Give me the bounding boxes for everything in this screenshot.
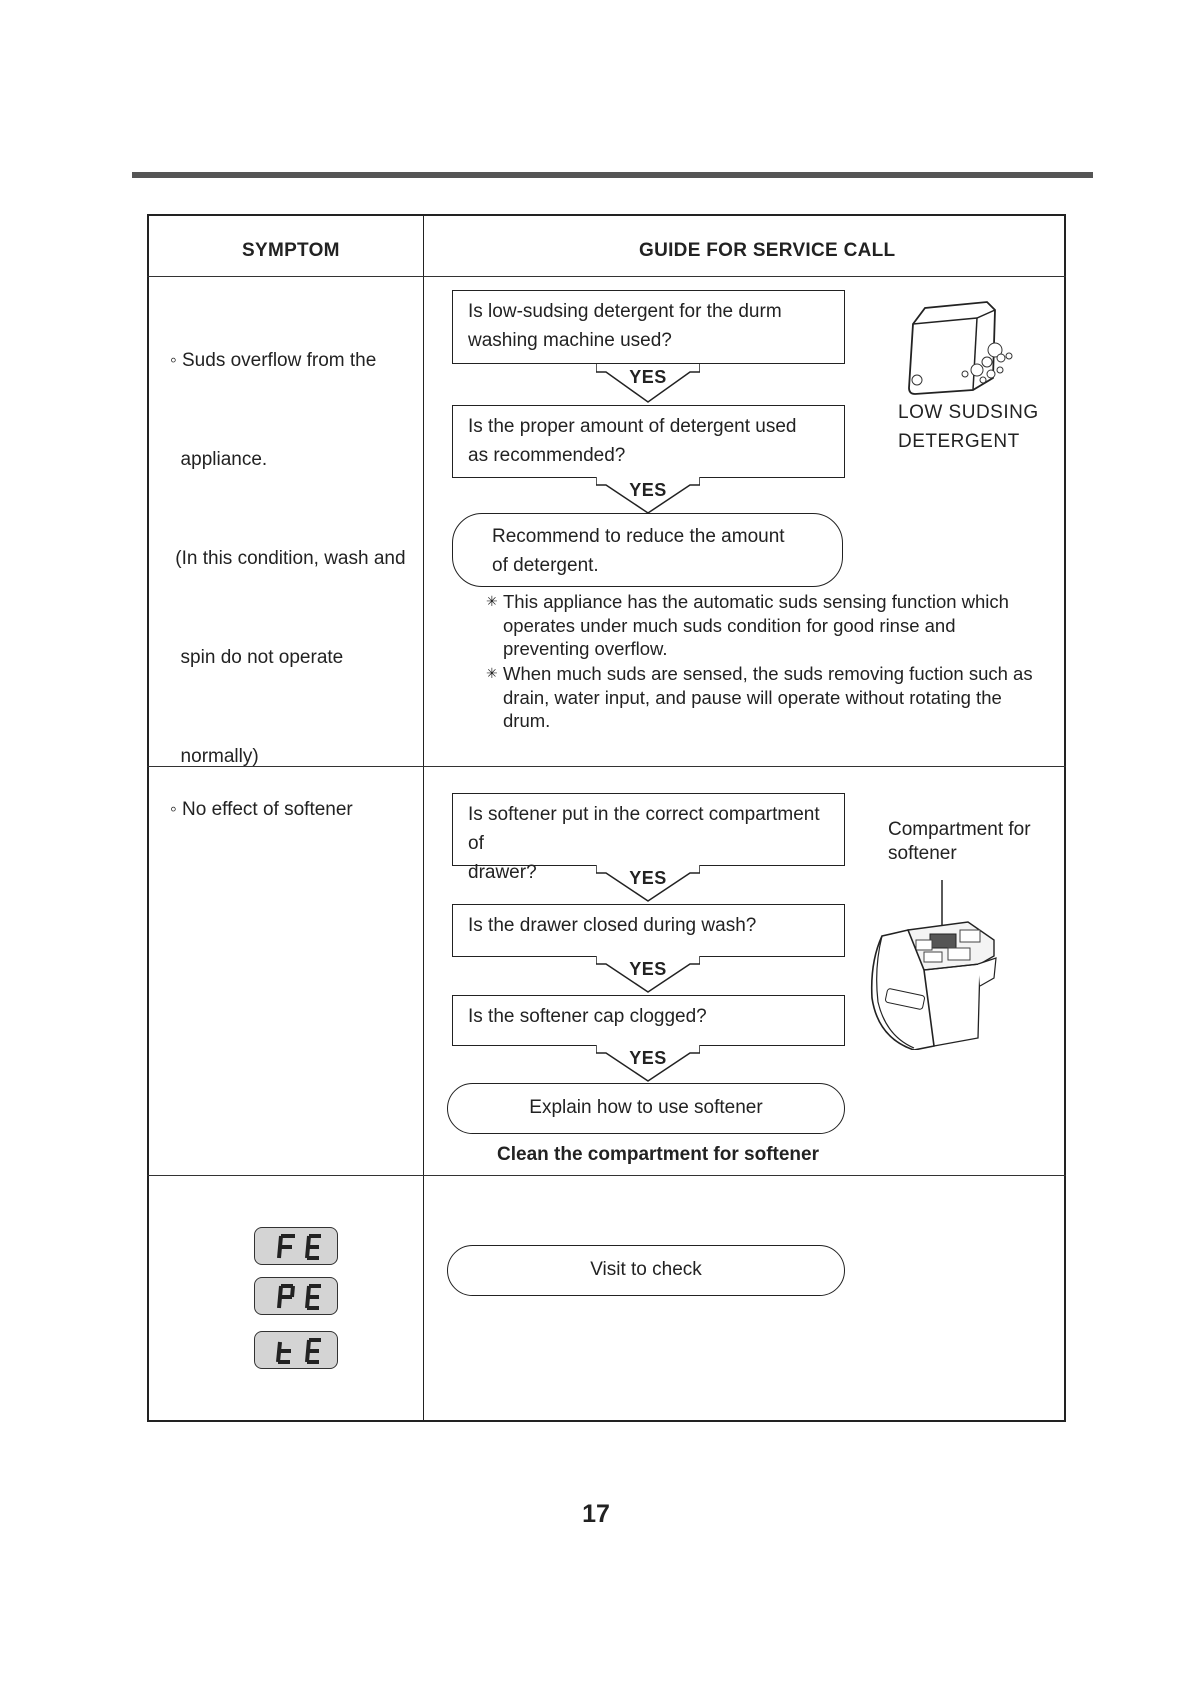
note-text: preventing overflow. bbox=[503, 638, 668, 659]
caption-line: DETERGENT bbox=[898, 431, 1020, 452]
yes-label: YES bbox=[629, 868, 667, 888]
low-sudsing-caption bbox=[898, 398, 1039, 456]
symptom-line: appliance. bbox=[170, 449, 268, 470]
error-code-pe-icon bbox=[255, 1278, 339, 1316]
yes-label: YES bbox=[629, 1048, 667, 1068]
caption-line: softener bbox=[888, 843, 957, 864]
row-divider-2 bbox=[147, 1175, 1066, 1176]
yes-arrow bbox=[596, 1045, 700, 1085]
header-divider bbox=[147, 276, 1066, 277]
question-line: Is the softener cap clogged? bbox=[468, 1006, 707, 1027]
clean-compartment-note: Clean the compartment for softener bbox=[497, 1144, 819, 1165]
error-code-display bbox=[254, 1227, 338, 1265]
result-line: Recommend to reduce the amount bbox=[492, 526, 785, 547]
yes-arrow bbox=[596, 364, 700, 404]
note-text: drain, water input, and pause will operate without rotating the bbox=[503, 686, 1002, 708]
asterisk-icon: ✳ bbox=[486, 665, 498, 681]
question-line: Is the proper amount of detergent used bbox=[468, 416, 797, 437]
result-line: of detergent. bbox=[492, 555, 599, 576]
error-code-te-icon bbox=[255, 1332, 339, 1370]
top-rule bbox=[132, 172, 1093, 178]
error-code-fe-icon bbox=[255, 1228, 339, 1266]
symptom-line: normally) bbox=[170, 746, 259, 767]
page-number: 17 bbox=[582, 1500, 610, 1528]
yes-label: YES bbox=[629, 959, 667, 979]
result-explain-softener: Explain how to use softener bbox=[447, 1083, 845, 1134]
low-sudsing-detergent-icon bbox=[905, 298, 1017, 398]
question-line: Is softener put in the correct compartment of bbox=[468, 804, 820, 854]
caption-line: Compartment for bbox=[888, 819, 1031, 840]
symptom-line: spin do not operate bbox=[170, 647, 344, 668]
detergent-drawer-icon bbox=[868, 878, 998, 1050]
symptom-header: SYMPTOM bbox=[242, 240, 340, 261]
yes-label: YES bbox=[629, 367, 667, 387]
symptom-line: (In this condition, wash and bbox=[170, 548, 406, 569]
question-line: Is low-sudsing detergent for the durm bbox=[468, 301, 782, 322]
note-text: When much suds are sensed, the suds removing fuction such as bbox=[503, 663, 1033, 684]
question-drawer-closed bbox=[452, 904, 845, 957]
note-suds-removing bbox=[486, 662, 1033, 733]
yes-arrow bbox=[596, 956, 700, 996]
yes-arrow bbox=[596, 865, 700, 905]
compartment-caption bbox=[888, 818, 1031, 866]
question-softener-cap bbox=[452, 995, 845, 1046]
symptom-no-softener-effect: ◦ No effect of softener bbox=[170, 799, 353, 820]
question-line: drawer? bbox=[468, 862, 537, 883]
question-line: washing machine used? bbox=[468, 330, 672, 351]
asterisk-icon: ✳ bbox=[486, 593, 498, 609]
note-text: operates under much suds condition for good rinse and bbox=[503, 614, 956, 636]
error-code-display bbox=[254, 1331, 338, 1369]
question-proper-amount bbox=[452, 405, 845, 478]
symptom-suds-overflow bbox=[170, 278, 406, 806]
note-text: drum. bbox=[503, 710, 551, 731]
note-text: This appliance has the automatic suds sensing function which bbox=[503, 591, 1009, 612]
result-reduce-detergent bbox=[452, 513, 843, 587]
question-line: as recommended? bbox=[468, 445, 626, 466]
result-visit-to-check: Visit to check bbox=[447, 1245, 845, 1296]
yes-label: YES bbox=[629, 480, 667, 500]
note-suds-sensing bbox=[486, 590, 1009, 661]
question-low-sudsing bbox=[452, 290, 845, 364]
caption-line: LOW SUDSING bbox=[898, 402, 1039, 423]
question-line: Is the drawer closed during wash? bbox=[468, 915, 757, 936]
symptom-line: ◦ Suds overflow from the bbox=[170, 350, 377, 371]
yes-arrow bbox=[596, 477, 700, 517]
guide-header: GUIDE FOR SERVICE CALL bbox=[639, 240, 896, 261]
error-code-display bbox=[254, 1277, 338, 1315]
column-divider bbox=[423, 214, 424, 1422]
